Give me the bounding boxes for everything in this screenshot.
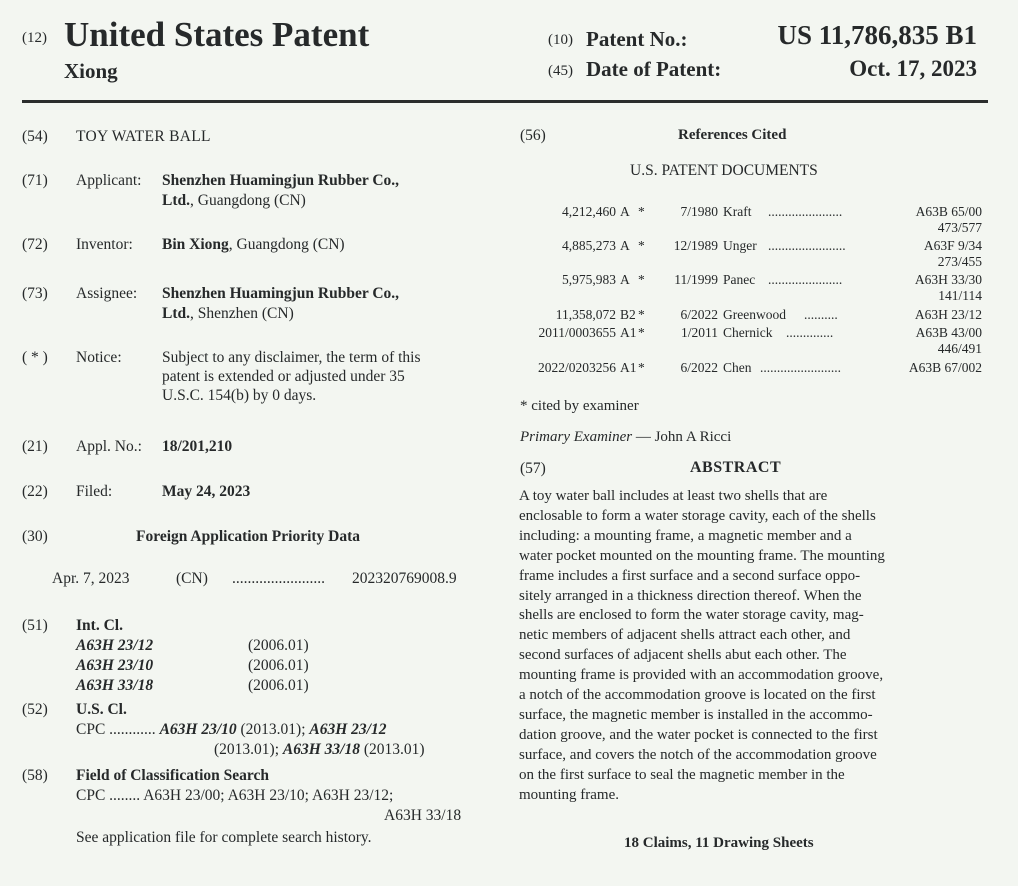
- ref-dots: ........................: [760, 360, 841, 375]
- ref-class: A63B 65/00: [915, 204, 982, 219]
- abstract-line: including: a mounting frame, a magnetic member and a: [519, 527, 852, 544]
- ref-subclass: 141/114: [938, 288, 982, 303]
- date-of-patent-label: Date of Patent:: [586, 57, 722, 81]
- abstract-line: mounting frame.: [519, 786, 619, 803]
- abstract-line: shells are enclosed to form the water storage cavity, mag-: [519, 607, 864, 624]
- appl-label: Appl. No.:: [76, 438, 142, 455]
- abstract-line: a notch of the accommodation groove is located on the first: [519, 687, 876, 704]
- ref-number: 4,885,273: [562, 238, 616, 253]
- ref-name: Chernick: [723, 325, 773, 340]
- ref-number: 4,212,460: [562, 204, 616, 219]
- abstract-line: sitely arranged in a thickness direction thereof. When the: [519, 587, 862, 604]
- filed-date: May 24, 2023: [162, 483, 251, 500]
- ref-subclass: 273/455: [937, 254, 982, 269]
- inventor-region: , Guangdong (CN): [228, 236, 345, 253]
- reference-subclass-row: [520, 287, 982, 305]
- examiner-label: Primary Examiner: [520, 429, 633, 445]
- invention-title: TOY WATER BALL: [76, 128, 211, 145]
- notice-line: U.S.C. 154(b) by 0 days.: [162, 387, 317, 404]
- reference-subclass-row: [520, 219, 982, 237]
- reference-subclass-row: [520, 253, 982, 271]
- ref-kind: A1: [620, 360, 637, 375]
- assignee-ltd: Ltd.: [162, 305, 190, 322]
- reference-row: [520, 359, 982, 377]
- claims-count: 18 Claims, 11 Drawing Sheets: [624, 835, 814, 851]
- notice-label: Notice:: [76, 349, 122, 366]
- cpc-version: (2013.01);: [240, 721, 306, 738]
- ref-class: A63F 9/34: [923, 238, 982, 253]
- title-code: (54): [22, 128, 48, 145]
- cpc-version: (2013.01);: [214, 741, 280, 758]
- cpc-class: A63H 33/18: [282, 741, 360, 758]
- ref-star: *: [638, 272, 645, 287]
- intcl-code: (51): [22, 617, 48, 634]
- abstract-line: enclosable to form a water storage cavity, each of the shells: [519, 507, 876, 524]
- ref-date: 1/2011: [681, 325, 718, 340]
- ref-number: 2011/0003655: [538, 325, 616, 340]
- ref-dots: ......................: [768, 204, 843, 219]
- ref-class: A63B 43/00: [915, 325, 982, 340]
- intcl-version: (2006.01): [248, 657, 309, 674]
- ref-date: 11/1999: [674, 272, 718, 287]
- cited-by-examiner-note: * cited by examiner: [520, 398, 639, 414]
- primary-examiner: [520, 429, 731, 446]
- ref-date: 6/2022: [680, 307, 718, 322]
- refs-code: (56): [520, 127, 546, 144]
- foreign-number: 202320769008.9: [352, 570, 457, 587]
- abstract-line: water pocket mounted on the mounting frame. The mounting: [519, 547, 885, 564]
- applicant-region: , Guangdong (CN): [190, 192, 306, 209]
- foreign-date: Apr. 7, 2023: [52, 570, 130, 587]
- inventor-name: Bin Xiong: [162, 236, 229, 253]
- code-12: (12): [22, 30, 47, 46]
- ref-class: A63B 67/002: [908, 360, 982, 375]
- abstract-heading: ABSTRACT: [690, 459, 782, 476]
- abstract-line: on the first surface to seal the magnetic member in the: [519, 766, 845, 783]
- intcl-version: (2006.01): [248, 677, 309, 694]
- abstract-line: frame includes a first surface and a second surface oppo-: [519, 567, 861, 584]
- ref-kind: A: [620, 204, 630, 219]
- foreign-code: (30): [22, 528, 48, 545]
- notice-code: ( * ): [22, 349, 48, 366]
- ref-date: 7/1980: [680, 204, 718, 219]
- header-rule: [22, 100, 988, 103]
- reference-row: [520, 306, 982, 324]
- abstract-line: A toy water ball includes at least two shells that are: [519, 488, 828, 504]
- cpc-class: A63H 23/10: [159, 721, 237, 738]
- ref-subclass: 446/491: [937, 341, 982, 356]
- ref-subclass: 473/577: [937, 220, 982, 235]
- intcl-label: Int. Cl.: [76, 617, 123, 634]
- applicant-code: (71): [22, 172, 48, 189]
- patent-no-label: Patent No.:: [586, 27, 688, 51]
- ref-dots: ..............: [786, 325, 834, 340]
- ref-name: Chen: [723, 360, 752, 375]
- ref-star: *: [638, 360, 645, 375]
- ref-dots: .......................: [768, 238, 846, 253]
- ref-date: 6/2022: [680, 360, 718, 375]
- appl-number: 18/201,210: [162, 438, 233, 455]
- patent-number: US 11,786,835 B1: [777, 20, 977, 50]
- field-line-2: A63H 33/18: [384, 807, 462, 824]
- inventor-label: Inventor:: [76, 236, 133, 253]
- inventor-code: (72): [22, 236, 48, 253]
- intcl-version: (2006.01): [248, 637, 309, 654]
- filed-code: (22): [22, 483, 48, 500]
- field-line-1: CPC ........ A63H 23/00; A63H 23/10; A63H 23/12;: [76, 787, 394, 804]
- abstract-line: surface, the magnetic member is installed in the accommo-: [519, 706, 873, 723]
- code-10: (10): [548, 32, 573, 48]
- document-title: United States Patent: [64, 15, 370, 54]
- ref-kind: A: [620, 272, 630, 287]
- abstract-body: [519, 487, 981, 806]
- assignee-region: , Shenzhen (CN): [190, 305, 294, 322]
- refs-heading: References Cited: [678, 127, 787, 143]
- ref-class: A63H 23/12: [914, 307, 982, 322]
- ref-star: *: [638, 238, 645, 253]
- abstract-line: mounting frame is provided with an accommodation groove,: [519, 667, 884, 684]
- ref-name: Unger: [723, 238, 757, 253]
- cpc-prefix: CPC ............: [76, 721, 156, 738]
- ref-star: *: [638, 307, 645, 322]
- ref-kind: B2: [620, 307, 636, 322]
- notice-text: [162, 348, 492, 405]
- abstract-line: netic members of adjacent shells attract each other, and: [519, 627, 851, 644]
- assignee-code: (73): [22, 285, 48, 302]
- field-line-3: See application file for complete search history.: [76, 829, 372, 846]
- date-of-patent: Oct. 17, 2023: [849, 56, 977, 81]
- ref-name: Kraft: [723, 204, 752, 219]
- ref-star: *: [638, 325, 645, 340]
- reference-subclass-row: [520, 340, 982, 358]
- ref-date: 12/1989: [673, 238, 718, 253]
- ref-class: A63H 33/30: [914, 272, 982, 287]
- ref-dots: ......................: [768, 272, 843, 287]
- ref-kind: A: [620, 238, 630, 253]
- ref-number: 11,358,072: [555, 307, 616, 322]
- abstract-line: second surfaces of adjacent shells abut each other. The: [519, 647, 847, 664]
- abstract-code: (57): [520, 460, 546, 477]
- uscl-label: U.S. Cl.: [76, 701, 127, 718]
- applicant-ltd: Ltd.: [162, 192, 190, 209]
- assignee-location: [162, 304, 294, 323]
- intcl-class: A63H 33/18: [76, 677, 154, 694]
- cpc-class: A63H 23/12: [309, 721, 387, 738]
- ref-number: 2022/0203256: [537, 360, 616, 375]
- ref-name: Panec: [723, 272, 756, 287]
- cpc-line-2: [214, 740, 425, 759]
- examiner-name: — John A Ricci: [635, 429, 732, 445]
- foreign-dots: ........................: [232, 570, 325, 587]
- cpc-version: (2013.01): [363, 741, 425, 758]
- foreign-heading: Foreign Application Priority Data: [136, 528, 361, 545]
- assignee-name: Shenzhen Huamingjun Rubber Co.,: [162, 285, 400, 302]
- field-label: Field of Classification Search: [76, 767, 270, 784]
- ref-number: 5,975,983: [562, 272, 616, 287]
- inventor-surname: Xiong: [64, 59, 118, 83]
- code-45: (45): [548, 63, 573, 79]
- abstract-line: dation groove, and the water pocket is connected to the first: [519, 726, 878, 743]
- applicant-location: [162, 191, 306, 210]
- ref-name: Greenwood: [723, 307, 786, 322]
- ref-kind: A1: [620, 325, 637, 340]
- applicant-label: Applicant:: [76, 172, 142, 189]
- cpc-line-1: [76, 720, 386, 739]
- applicant-name: Shenzhen Huamingjun Rubber Co.,: [162, 172, 400, 189]
- inventor-entry: [162, 235, 345, 254]
- field-code: (58): [22, 767, 48, 784]
- notice-line: Subject to any disclaimer, the term of this: [162, 349, 421, 366]
- appl-code: (21): [22, 438, 48, 455]
- intcl-class: A63H 23/10: [76, 657, 154, 674]
- uscl-code: (52): [22, 701, 48, 718]
- notice-line: patent is extended or adjusted under 35: [162, 368, 405, 385]
- filed-label: Filed:: [76, 483, 113, 500]
- intcl-class: A63H 23/12: [76, 637, 154, 654]
- ref-star: *: [638, 204, 645, 219]
- assignee-label: Assignee:: [76, 285, 138, 302]
- abstract-line: surface, and covers the notch of the accommodation groove: [519, 746, 877, 763]
- ref-dots: ..........: [804, 307, 838, 322]
- foreign-country: (CN): [176, 570, 208, 587]
- us-docs-heading: U.S. PATENT DOCUMENTS: [630, 162, 818, 179]
